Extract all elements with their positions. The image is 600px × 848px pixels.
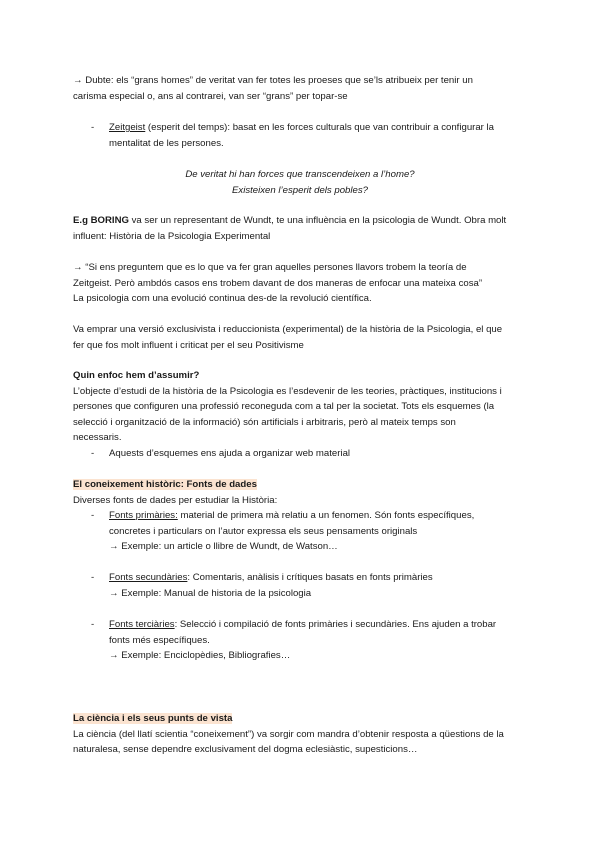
secondary-sources-item: Fonts secundàries: Comentaris, anàlisis i crítiques basats en fonts primàries → Exemple: Manual de historia de la psicologia	[109, 572, 433, 599]
approach-bullet: Aquests d’esquemes ens ajuda a organizar web material	[109, 448, 351, 459]
approach-heading: Quin enfoc hem d’assumir?	[73, 370, 200, 381]
exclusive-paragraph: Va emprar una versió exclusivista i reduccionista (experimental) de la història de la Psicologia, el que fer que fos molt influent i criticat per el seu Positivisme	[73, 324, 503, 351]
questions-block: De veritat hi han forces que transcendeixen a l’home? Existeixen l’esperit dels pobles?	[185, 169, 415, 196]
secondary-sources-term: Fonts secundàries	[109, 572, 188, 583]
zeitgeist-term: Zeitgeist	[109, 122, 146, 133]
bullet-marker: -	[91, 510, 95, 521]
sources-heading: El coneixement històric: Fonts de dades	[73, 479, 257, 490]
doubt-paragraph: → Dubte: els “grans homes” de veritat van fer totes les proeses que se’ls atribueix per tenir un carisma especial o, ans al contrarei, van ser “grans” per topar-se	[73, 75, 473, 102]
primary-sources-term: Fonts primàries:	[109, 510, 178, 521]
primary-sources-item: Fonts primàries: material de primera mà relatiu a un fenomen. Són fonts específiques, concretes i particulars on l’autor expressa els seus pensaments originals → Exemple: un article o llibre de Wundt, de Watson…	[109, 510, 475, 552]
bullet-marker: -	[91, 448, 95, 459]
sources-section: El coneixement històric: Fonts de dades Diverses fonts de dades per estudiar la Història:	[73, 479, 278, 506]
bullet-marker: -	[91, 122, 95, 133]
science-section: La ciència i els seus punts de vista La ciència (del llatí scientia “coneixement”) va sorgir com mandra d’obtenir resposta a qüestions de la naturalesa, sense dependre exclusivament del dogma eclesiàstic, supesticions…	[73, 713, 504, 755]
bullet-marker: -	[91, 572, 95, 583]
boring-label: E.g BORING	[73, 215, 129, 226]
science-heading: La ciència i els seus punts de vista	[73, 713, 233, 724]
bullet-marker: -	[91, 619, 95, 630]
quote-paragraph: → “Si ens preguntem que es lo que va fer gran aquelles persones llavors trobem la teoría de Zeitgeist. Però ambdós casos ens trobem davant de dos maneras de enfocar una mateixa cosa” La psicologia com una evolució continua des-de la revolució científica.	[73, 262, 483, 304]
approach-section: Quin enfoc hem d’assumir? L’objecte d’estudi de la història de la Psicologia es l’esdevenir de les teories, pràctiques, institucions i persones que configuren una professió reconeguda com a tal per la societat. Tots els esquemes (la selecció i organització de la informació) són artificials i arbitraris, però al mateix temps son necessaris.	[73, 368, 533, 446]
tertiary-sources-term: Fonts terciàries	[109, 619, 175, 630]
boring-paragraph: E.g BORING va ser un representant de Wundt, te una influència en la psicologia de Wundt. Obra molt influent: Història de la Psicologia Experimental	[73, 215, 507, 242]
zeitgeist-item: Zeitgeist (esperit del temps): basat en les forces culturals que van contribuir a configurar la mentalitat de les persones.	[109, 122, 495, 149]
tertiary-sources-item: Fonts terciàries: Selecció i compilació de fonts primàries i secundàries. Ens ajuden a trobar fonts més específiques. → Exemple: Enciclopèdies, Bibliografies…	[109, 619, 497, 661]
